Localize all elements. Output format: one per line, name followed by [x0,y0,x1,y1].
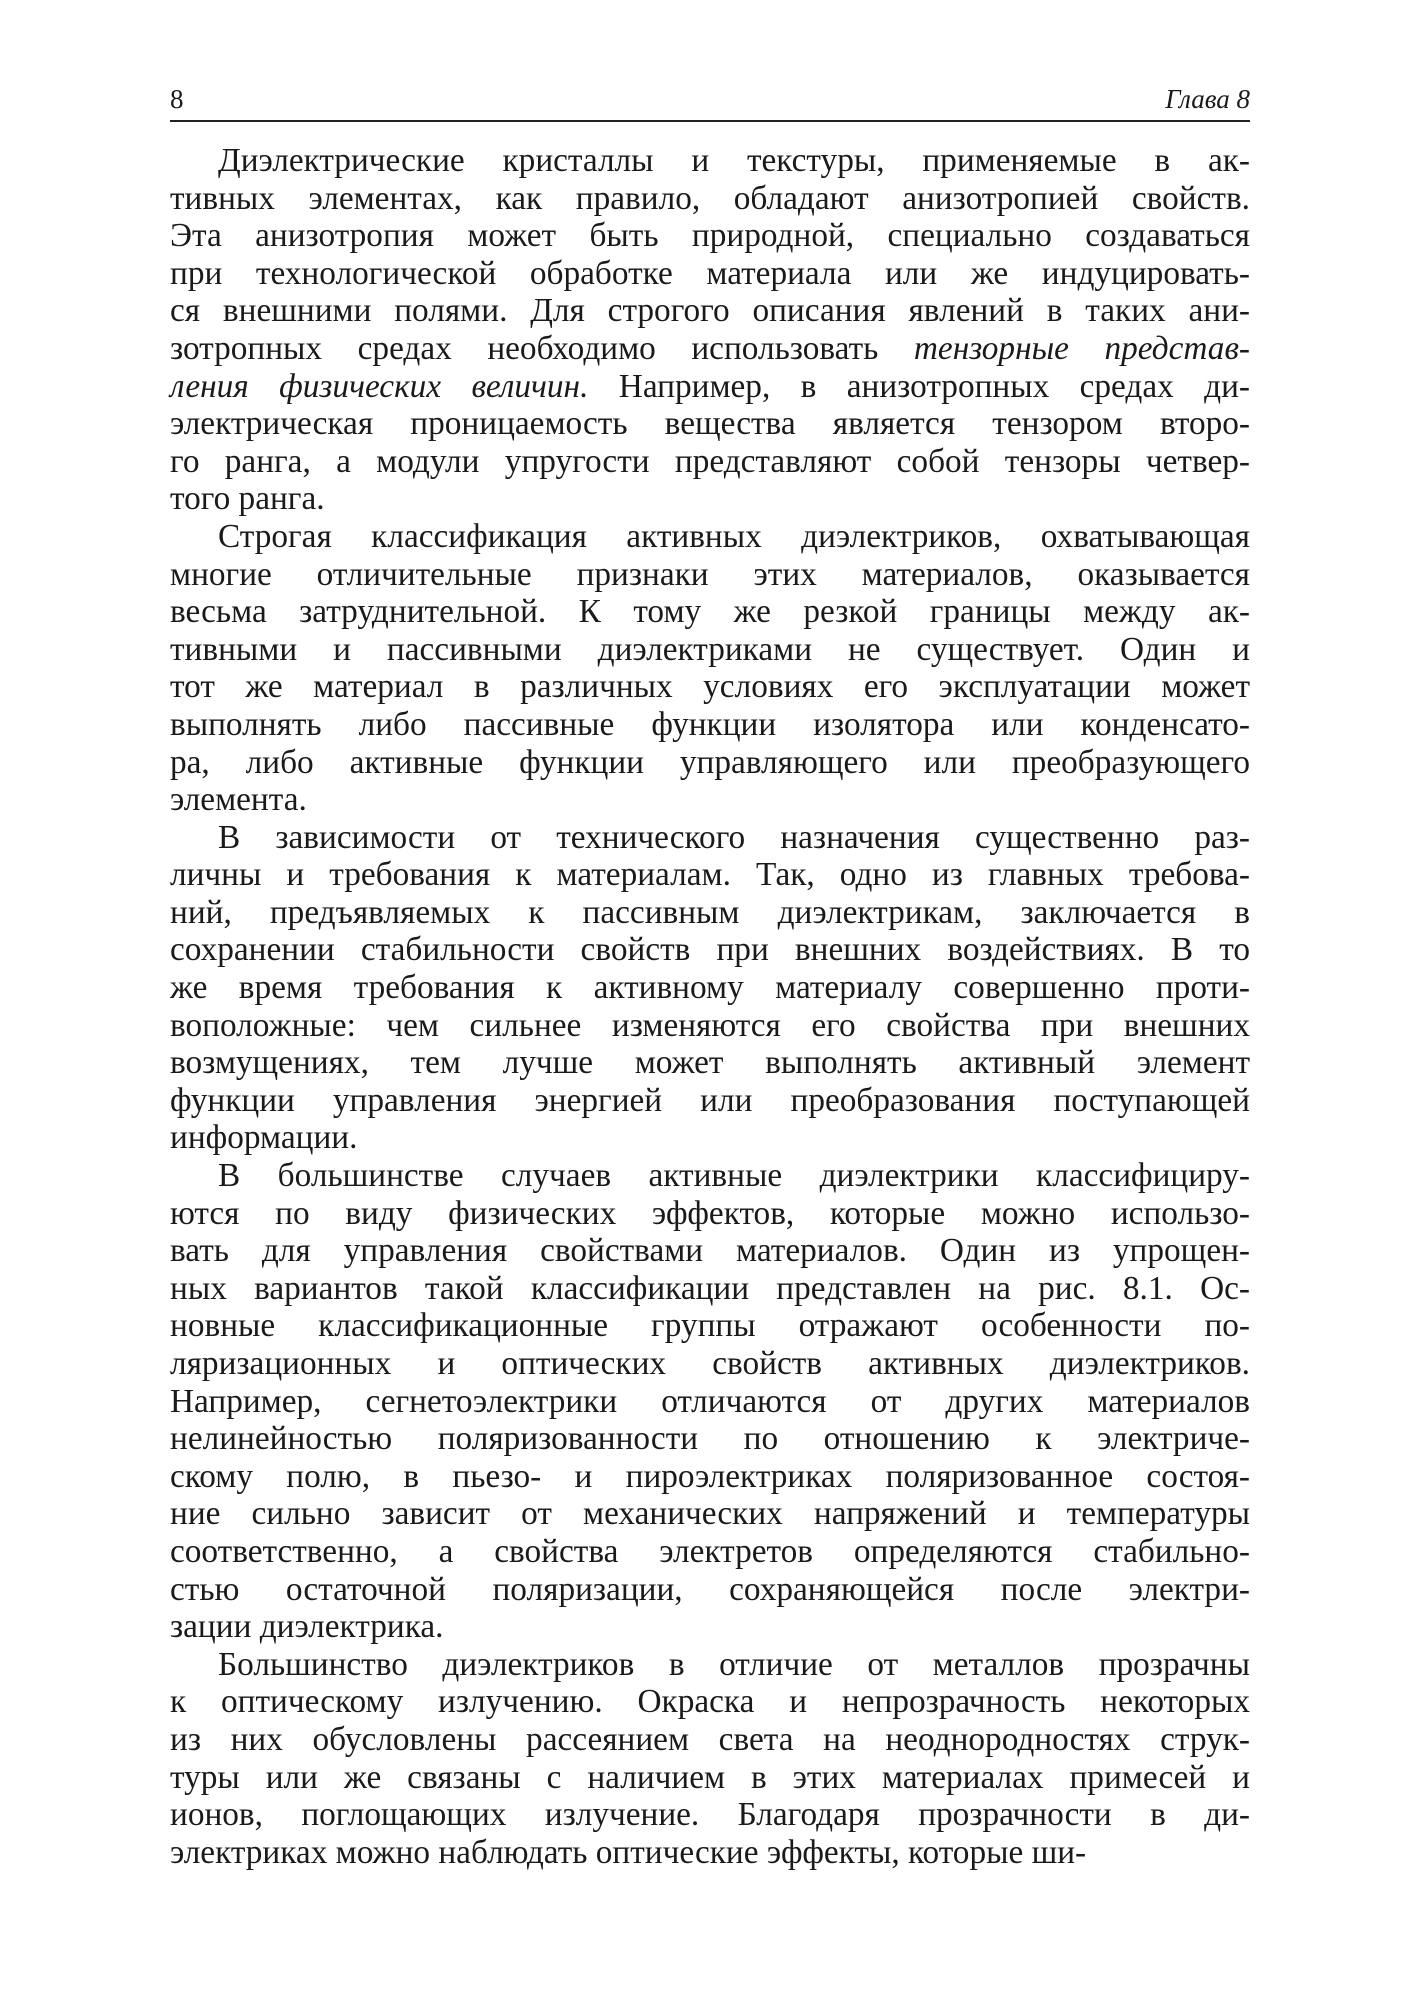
text-line [170,255,1250,293]
italic-term: тензорные представ- [913,329,1250,367]
text-line [170,518,1250,556]
line-text: скому полю, в пьезо- и пироэлектриках поляризованное состоя- [170,1457,1250,1495]
line-text: личны и требования к материалам. Так, одно из главных требова- [170,856,1250,894]
text-line [170,1345,1250,1383]
text-line [170,180,1250,218]
book-page [170,78,1250,1871]
text-line [170,969,1250,1007]
text-line [170,217,1250,255]
italic-term: ления физических величин. [170,367,589,405]
line-text: же время требования к активному материалу совершенно проти- [170,969,1250,1007]
text-line [170,668,1250,706]
text-line [170,1044,1250,1082]
text-line [170,1270,1250,1308]
text-line [170,1608,1250,1646]
text-line [170,744,1250,782]
line-text: Например, сегнетоэлектрики отличаются от других материалов [170,1382,1250,1420]
text-line [170,1533,1250,1571]
line-text: весьма затруднительной. К тому же резкой границы между ак- [170,593,1250,631]
line-text: ний, предъявляемых к пассивным диэлектрикам, заключается в [170,893,1250,931]
text-line [170,856,1250,894]
text-line [170,1646,1250,1684]
line-text: выполнять либо пассивные функции изолятора или конденсато- [170,705,1250,743]
text-line [170,1119,1250,1157]
line-text: Строгая классификация активных диэлектриков, охватывающая [218,517,1250,555]
line-text: к оптическому излучению. Окраска и непрозрачность некоторых [170,1683,1250,1721]
line-text: ние сильно зависит от механических напряжений и температуры [170,1495,1250,1533]
text-line [170,1383,1250,1421]
line-text: зации диэлектрика. [170,1608,444,1646]
line-text: Например, в анизотропных средах ди- [588,367,1250,405]
line-text: Большинство диэлектриков в отличие от металлов прозрачны [218,1645,1250,1683]
line-text: Диэлектрические кристаллы и текстуры, применяемые в ак- [218,142,1250,179]
line-text: стью остаточной поляризации, сохраняющейся после электри- [170,1570,1250,1608]
text-line [170,1082,1250,1120]
text-line [170,1495,1250,1533]
text-line [170,1458,1250,1496]
text-line [170,142,1250,180]
text-line [170,292,1250,330]
line-text: сохранении стабильности свойств при внешних воздействиях. В то [170,931,1250,969]
line-text: го ранга, а модули упругости представляют собой тензоры четвер- [170,442,1250,480]
text-line [170,1195,1250,1233]
body-text [170,142,1250,1871]
line-text: Эта анизотропия может быть природной, специально создаваться [170,217,1250,255]
text-line [170,556,1250,594]
line-text: функции управления энергией или преобразования поступающей [170,1081,1250,1119]
running-header [170,78,1250,122]
line-text: информации. [170,1119,358,1157]
line-text: при технологической обработке материала или же индуцировать- [170,254,1250,292]
line-text: ра, либо активные функции управляющего или преобразующего [170,743,1250,781]
text-line [170,1232,1250,1270]
text-line [170,631,1250,669]
line-text: В зависимости от технического назначения существенно раз- [218,818,1250,856]
text-line [170,1157,1250,1195]
page-number: 8 [170,84,184,114]
text-line [170,1683,1250,1721]
line-text: электрическая проницаемость вещества является тензором второ- [170,405,1250,443]
text-line [170,1834,1250,1872]
line-text: воположные: чем сильнее изменяются его свойства при внешних [170,1006,1250,1044]
line-text: соответственно, а свойства электретов определяются стабильно- [170,1532,1250,1570]
text-line [170,819,1250,857]
line-text: ных вариантов такой классификации представлен на рис. 8.1. Ос- [170,1269,1250,1307]
text-line [170,368,1250,406]
text-line [170,1420,1250,1458]
text-line [170,1307,1250,1345]
line-text: тот же материал в различных условиях его эксплуатации может [170,668,1250,706]
line-text: ся внешними полями. Для строгого описания явлений в таких ани- [170,292,1250,330]
text-line [170,931,1250,969]
text-line [170,443,1250,481]
line-text: ются по виду физических эффектов, которые можно использо- [170,1194,1250,1232]
line-text: тивных элементах, как правило, обладают анизотропией свойств. [170,179,1250,217]
text-line [170,1796,1250,1834]
line-text: возмущениях, тем лучше может выполнять активный элемент [170,1044,1250,1082]
line-text: нелинейностью поляризованности по отношению к электриче- [170,1420,1250,1458]
line-text: тивными и пассивными диэлектриками не существует. Один и [170,630,1250,668]
text-line [170,894,1250,932]
line-text: многие отличительные признаки этих материалов, оказывается [170,555,1250,593]
chapter-label: Глава 8 [1165,84,1250,114]
text-line [170,781,1250,819]
text-line [170,1571,1250,1609]
line-text: новные классификационные группы отражают особенности по- [170,1307,1250,1345]
line-text: того ранга. [170,480,325,518]
line-text: зотропных средах необходимо использовать [170,329,914,367]
line-text: из них обусловлены рассеянием света на неоднородностях струк- [170,1720,1250,1758]
text-line [170,1721,1250,1759]
line-text: туры или же связаны с наличием в этих материалах примесей и [170,1758,1250,1796]
line-text: электриках можно наблюдать оптические эффекты, которые ши- [170,1833,1087,1871]
text-line [170,480,1250,518]
text-line [170,593,1250,631]
line-text: ляризационных и оптических свойств активных диэлектриков. [170,1345,1250,1382]
text-line [170,1759,1250,1797]
text-line [170,330,1250,368]
text-line [170,1007,1250,1045]
text-line [170,706,1250,744]
line-text: В большинстве случаев активные диэлектрики классифициру- [218,1157,1250,1195]
line-text: вать для управления свойствами материалов. Один из упрощен- [170,1232,1250,1270]
text-line [170,405,1250,443]
line-text: элемента. [170,781,307,819]
line-text: ионов, поглощающих излучение. Благодаря прозрачности в ди- [170,1796,1250,1834]
